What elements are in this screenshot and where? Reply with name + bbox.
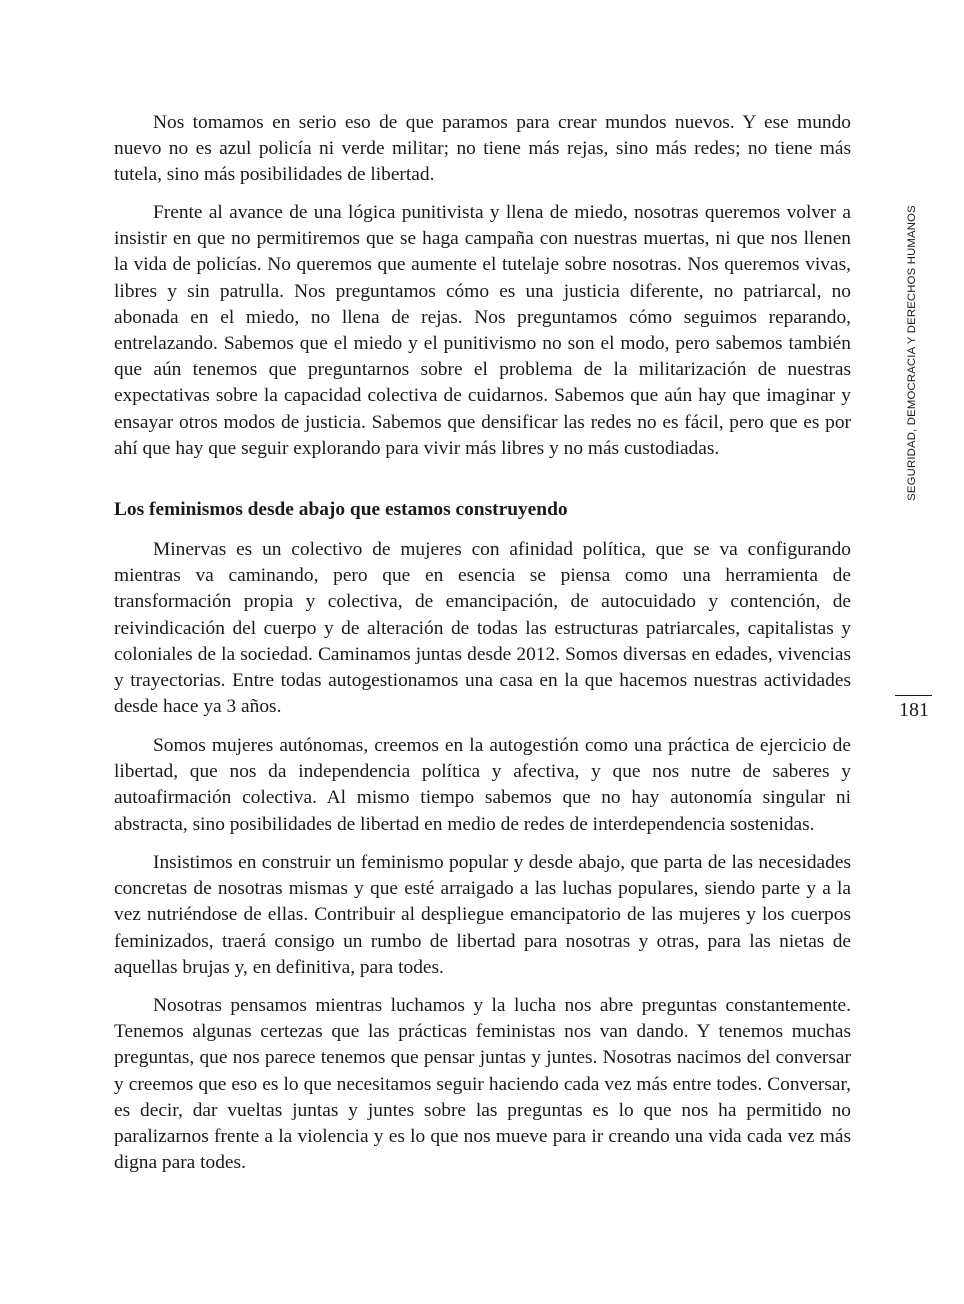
body-text-block-3 — [114, 537, 851, 720]
running-head — [893, 196, 931, 510]
body-text-block-5 — [114, 850, 851, 981]
paragraph: Frente al avance de una lógica punitivista y llena de miedo, nosotras queremos volver a insistir en que no permitiremos que se haga campaña con nuestras muertas, ni que nos llenen la vida de policías. No queremos que aumente el tutelaje sobre nosotras. Nos queremos vivas, libres y sin patrulla. Nos preguntamos cómo es una justicia diferente, no patriarcal, no abonada en el miedo, no llena de rejas. Nos preguntamos cómo seguimos reparando, entrelazando. Sabemos que el miedo y el punitivismo no son el modo, pero sabemos también que aún tenemos que preguntarnos sobre el problema de la militarización de nuestras expectativas sobre la capacidad colectiva de cuidarnos. Sabemos que aún hay que imaginar y ensayar otros modos de justicia. Sabemos que densificar las redes no es fácil, pero que es por ahí que hay que seguir explorando para vivir más libres y no más custodiadas. — [114, 202, 851, 459]
paragraph: Minervas es un colectivo de mujeres con afinidad política, que se va configurando mientras va caminando, pero que en esencia se piensa como una herramienta de transformación propia y colectiva, de emancipación, de autocuidado y contención, de reivindicación del cuerpo y de alteración de todas las estructuras patriarcales, capitalistas y coloniales de la sociedad. Caminamos juntas desde 2012. Somos diversas en edades, vivencias y trayectorias. Entre todas autogestionamos una casa en la que hacemos nuestras actividades desde hace ya 3 años. — [114, 539, 851, 718]
body-text-block-2 — [114, 200, 851, 462]
body-text-block-6 — [114, 993, 851, 1176]
body-text-block-1 — [114, 110, 851, 189]
folio-rule — [895, 695, 932, 696]
paragraph: Somos mujeres autónomas, creemos en la autogestión como una práctica de ejercicio de libertad, que nos da independencia política y afectiva, y que nos nutre de saberes y autoafirmación colectiva. Al mismo tiempo sabemos que no hay autonomía singular ni abstracta, sino posibilidades de libertad en medio de redes de interdependencia sostenidas. — [114, 735, 851, 835]
paragraph: Nos tomamos en serio eso de que paramos para crear mundos nuevos. Y ese mundo nuevo no es azul policía ni verde militar; no tiene más rejas, sino más redes; no tiene más tutela, sino más posibilidades de libertad. — [114, 112, 851, 186]
running-head-text: SEGURIDAD, DEMOCRACIA Y DERECHOS HUMANOS — [906, 205, 919, 501]
section-heading: Los feminismos desde abajo que estamos construyendo — [114, 499, 568, 520]
body-text-block-4 — [114, 733, 851, 838]
paragraph: Nosotras pensamos mientras luchamos y la lucha nos abre preguntas constantemente. Tenemos algunas certezas que las prácticas feministas nos van dando. Y tenemos muchas preguntas, que nos parece tenemos que pensar juntas y juntes. Nosotras nacimos del conversar y creemos que eso es lo que necesitamos seguir haciendo cada vez más entre todes. Conversar, es decir, dar vueltas juntas y juntes sobre las preguntas es lo que nos ha permitido no paralizarnos frente a la violencia y es lo que nos mueve para ir creando una vida cada vez más digna para todes. — [114, 995, 851, 1174]
paragraph: Insistimos en construir un feminismo popular y desde abajo, que parta de las necesidades concretas de nosotras mismas y que esté arraigado a las luchas populares, siendo parte y a la vez nutriéndose de ellas. Contribuir al despliegue emancipatorio de las mujeres y los cuerpos feminizados, traerá consigo un rumbo de libertad para nosotras y otras, para las nietas de aquellas brujas y, en definitiva, para todes. — [114, 852, 851, 978]
page-number: 181 — [899, 699, 929, 721]
